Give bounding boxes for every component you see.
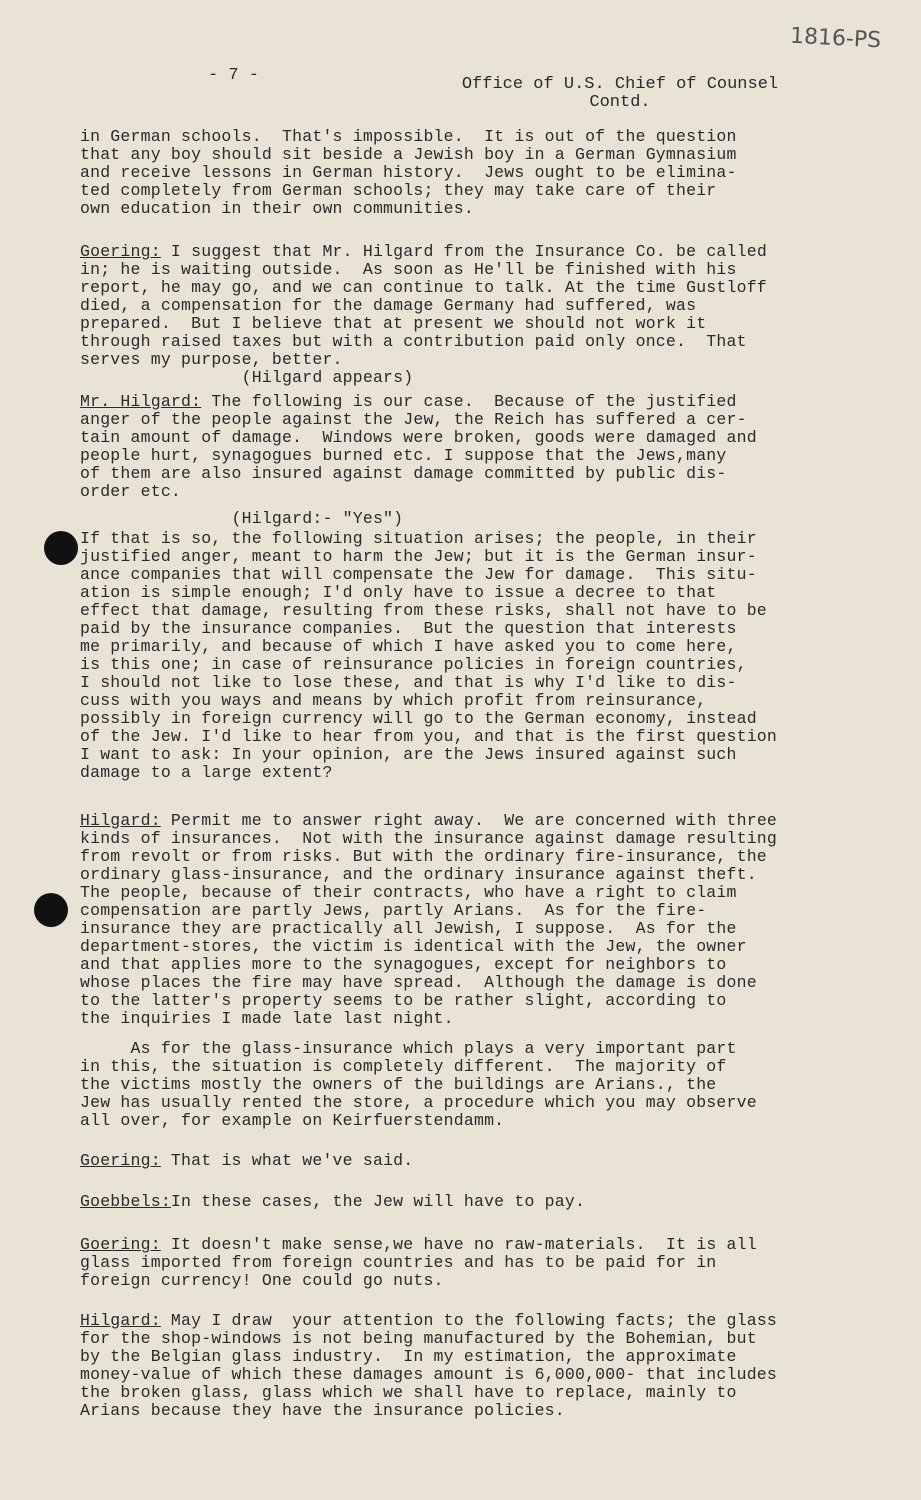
transcript-line [80,128,860,146]
transcript-line [80,315,860,333]
line-text: I want to ask: In your opinion, are the Jews insured against such [80,745,737,764]
transcript-line [80,602,860,620]
transcript-line [80,1366,860,1384]
line-text: died, a compensation for the damage Germany had suffered, was [80,296,697,315]
line-text: for the shop-windows is not being manufactured by the Bohemian, but [80,1329,757,1348]
transcript-line [80,902,860,920]
line-text: order etc. [80,482,182,501]
line-text: glass imported from foreign countries and has to be paid for in [80,1253,717,1272]
line-text: I suggest that Mr. Hilgard from the Insurance Co. be called [160,242,767,261]
transcript-line [80,920,860,938]
transcript-line [80,584,860,602]
line-text: report, he may go, and we can continue to talk. At the time Gustloff [80,278,767,297]
speaker-label: Goebbels: [80,1192,171,1211]
transcript-line [80,1040,860,1058]
line-text: In these cases, the Jew will have to pay. [170,1192,586,1211]
line-text: cuss with you ways and means by which profit from reinsurance, [80,691,707,710]
transcript-line [80,746,860,764]
line-text: compensation are partly Jews, partly Arians. As for the fire- [80,901,707,920]
transcript-line [80,1254,860,1272]
transcript-line [80,938,860,956]
line-text: The people, because of their contracts, who have a right to claim [80,883,737,902]
line-text: kinds of insurances. Not with the insurance against damage resulting [80,829,778,848]
line-text: Arians because they have the insurance policies. [80,1401,565,1420]
handwritten-reference: 1816-PS [789,23,882,54]
transcript-line [80,1312,860,1330]
office-contd: Contd. [589,93,651,112]
line-text: paid by the insurance companies. But the question that interests [80,619,737,638]
transcript-line [80,333,860,351]
transcript-line [80,620,860,638]
transcript-line [80,884,860,902]
line-text: is this one; in case of reinsurance policies in foreign countries, [80,655,747,674]
transcript-line [80,447,860,465]
line-text: of them are also insured against damage committed by public dis- [80,464,727,483]
office-title: Office of U.S. Chief of Counsel [461,75,779,94]
transcript-line [80,1384,860,1402]
line-text: effect that damage, resulting from these risks, shall not have to be [80,601,767,620]
line-text: and receive lessons in German history. Jews ought to be elimina- [80,163,737,182]
line-text: the broken glass, glass which we shall have to replace, mainly to [80,1383,737,1402]
line-text: Permit me to answer right away. We are concerned with three [160,811,778,830]
line-text: the inquiries I made late last night. [80,1009,454,1028]
transcript-line [80,1058,860,1076]
transcript-line [80,866,860,884]
speaker-label: Goering: [80,242,161,261]
line-text: by the Belgian glass industry. In my estimation, the approximate [80,1347,737,1366]
transcript-line [80,1094,860,1112]
line-text: As for the glass-insurance which plays a very important part [80,1039,737,1058]
transcript-line [80,566,860,584]
punch-hole [44,531,78,565]
transcript-line [80,164,860,182]
transcript-line [80,548,860,566]
line-text: prepared. But I believe that at present we should not work it [80,314,707,333]
line-text: possibly in foreign currency will go to the German economy, instead [80,709,757,728]
page-number: - 7 - [208,66,260,85]
transcript-line [80,483,860,501]
transcript-line [80,261,860,279]
transcript-line [80,1236,860,1254]
transcript-line [80,200,860,218]
line-text: to the latter's property seems to be rather slight, according to [80,991,727,1010]
line-text: I should not like to lose these, and that is why I'd like to dis- [80,673,737,692]
transcript-line [80,674,860,692]
transcript-line [80,638,860,656]
line-text: justified anger, meant to harm the Jew; but it is the German insur- [80,547,757,566]
speaker-label: Hilgard: [80,1311,161,1330]
line-text: insurance they are practically all Jewish, I suppose. As for the [80,919,737,938]
line-text: the victims mostly the owners of the buildings are Arians., the [80,1075,717,1094]
transcript-line [80,279,860,297]
transcript-line [80,182,860,200]
line-text: people hurt, synagogues burned etc. I suppose that the Jews,many [80,446,727,465]
line-text: If that is so, the following situation arises; the people, in their [80,529,757,548]
line-text: own education in their own communities. [80,199,474,218]
transcript-line [80,1112,860,1130]
line-text: that any boy should sit beside a Jewish boy in a German Gymnasium [80,145,737,164]
transcript-line [80,530,860,548]
line-text: It doesn't make sense,we have no raw-materials. It is all [160,1235,757,1254]
line-text: damage to a large extent? [80,763,333,782]
transcript-line [80,1010,860,1028]
line-text: ation is simple enough; I'd only have to issue a decree to that [80,583,717,602]
line-text: department-stores, the victim is identical with the Jew, the owner [80,937,747,956]
line-text: (Hilgard appears) [80,368,414,387]
transcript-line [80,1076,860,1094]
transcript-line [80,1272,860,1290]
transcript-line [80,656,860,674]
transcript-line [80,1152,860,1170]
line-text: tain amount of damage. Windows were broken, goods were damaged and [80,428,757,447]
line-text: That is what we've said. [160,1151,414,1170]
line-text: ordinary glass-insurance, and the ordinary insurance against theft. [80,865,757,884]
transcript-line [80,146,860,164]
transcript-line [80,956,860,974]
line-text: (Hilgard:- "Yes") [80,509,404,528]
line-text: me primarily, and because of which I have asked you to come here, [80,637,737,656]
line-text: in; he is waiting outside. As soon as He'll be finished with his [80,260,737,279]
line-text: in German schools. That's impossible. It is out of the question [80,127,737,146]
line-text: May I draw your attention to the following facts; the glass [160,1311,778,1330]
line-text: from revolt or from risks. But with the ordinary fire-insurance, the [80,847,767,866]
speaker-label: Goering: [80,1151,161,1170]
transcript-line [80,369,860,387]
transcript-line [80,243,860,261]
transcript-line [80,1348,860,1366]
transcript-line [80,710,860,728]
line-text: foreign currency! One could go nuts. [80,1271,444,1290]
line-text: money-value of which these damages amount is 6,000,000- that includes [80,1365,778,1384]
transcript-line [80,974,860,992]
line-text: all over, for example on Keirfuerstendamm. [80,1111,505,1130]
speaker-label: Hilgard: [80,811,161,830]
line-text: through raised taxes but with a contribution paid only once. That [80,332,747,351]
transcript-line [80,411,860,429]
line-text: anger of the people against the Jew, the Reich has suffered a cer- [80,410,747,429]
line-text: and that applies more to the synagogues, except for neighbors to [80,955,727,974]
transcript-line [80,812,860,830]
punch-hole [34,893,68,927]
line-text: ted completely from German schools; they may take care of their [80,181,717,200]
transcript-line [80,1193,860,1211]
transcript-line [80,297,860,315]
line-text: whose places the fire may have spread. Although the damage is done [80,973,757,992]
speaker-label: Goering: [80,1235,161,1254]
transcript-line [80,465,860,483]
transcript-line [80,351,860,369]
transcript-line [80,429,860,447]
line-text: in this, the situation is completely different. The majority of [80,1057,727,1076]
transcript-line [80,728,860,746]
transcript-line [80,830,860,848]
transcript-line [80,992,860,1010]
transcript-line [80,393,860,411]
transcript-line [80,764,860,782]
transcript-line [80,1330,860,1348]
office-header [440,76,800,112]
line-text: ance companies that will compensate the Jew for damage. This situ- [80,565,757,584]
transcript-line [80,1402,860,1420]
transcript-line [80,848,860,866]
transcript-line [80,692,860,710]
line-text: The following is our case. Because of the justified [201,392,737,411]
line-text: serves my purpose, better. [80,350,343,369]
line-text: of the Jew. I'd like to hear from you, and that is the first question [80,727,778,746]
line-text: Jew has usually rented the store, a procedure which you may observe [80,1093,757,1112]
speaker-label: Mr. Hilgard: [80,392,202,411]
transcript-line [80,510,860,528]
